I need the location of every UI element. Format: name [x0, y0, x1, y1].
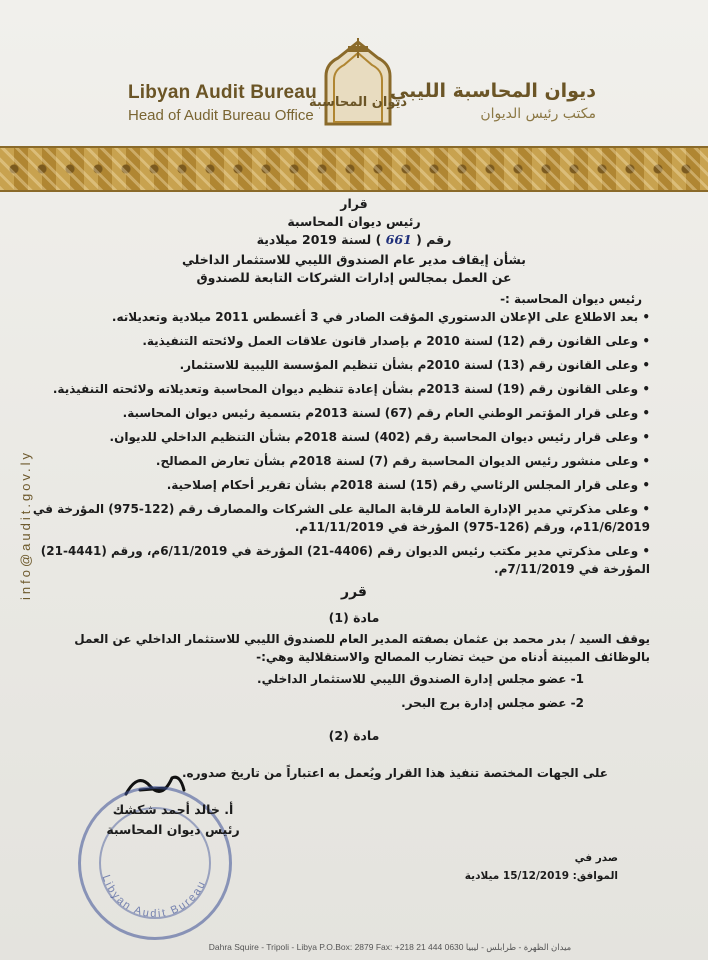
org-name-en: Libyan Audit Bureau: [128, 82, 317, 103]
stamp-text: Libyan Audit Bureau: [99, 873, 209, 921]
ornamental-band: [0, 146, 708, 192]
article-1-item-2: 2- عضو مجلس إدارة برج البحر.: [401, 696, 584, 710]
org-name-ar: ديوان المحاسبة الليبي: [389, 80, 596, 102]
recital-4: • وعلى القانون رقم (19) لسنة 2013م بشأن إعادة تنظيم ديوان المحاسبة وتعديلاته ولائحته التنفيذية.: [52, 382, 650, 396]
recital-9: • وعلى مذكرتي مدير الإدارة العامة للرقابة المالية على الشركات والمصارف رقم (122-975) المؤرخة في: [32, 502, 650, 516]
decided-heading: قرر: [341, 584, 367, 600]
logo-text: ديوان المحاسبة: [308, 95, 408, 110]
article-1-text-1: يوقف السيد / بدر محمد بن عثمان بصفته المدير العام للصندوق الليبي للاستثمار الداخلي عن العمل: [74, 632, 650, 646]
article-1-item-1: 1- عضو مجلس إدارة الصندوق الليبي للاستثمار الداخلي.: [257, 672, 584, 686]
recital-8: • وعلى قرار المجلس الرئاسي رقم (15) لسنة 2018م بشأن تقرير أحكام إصلاحية.: [166, 478, 650, 492]
article-1-heading: مادة (1): [328, 610, 380, 625]
recital-7: • وعلى منشور رئيس الديوان المحاسبة رقم (7) لسنة 2018م بشأن تعارض المصالح.: [155, 454, 650, 468]
number-prefix: رقم (: [416, 232, 452, 247]
subject-line-1: بشأن إيقاف مدير عام الصندوق الليبي للاستثمار الداخلي: [182, 252, 526, 267]
decision-title: قرار: [340, 196, 368, 211]
signer-title: رئيس ديوان المحاسبة: [106, 822, 240, 837]
audit-bureau-logo-icon: [308, 36, 408, 126]
header-english: [128, 82, 317, 124]
office-name-ar: مكتب رئيس الديوان: [480, 106, 596, 122]
recital-1: • بعد الاطلاع على الإعلان الدستوري المؤقت الصادر في 3 أغسطس 2011 ميلادية وتعديلاته.: [111, 310, 650, 324]
recital-5: • وعلى قرار المؤتمر الوطني العام رقم (67) لسنة 2013م بتسمية رئيس ديوان المحاسبة.: [122, 406, 650, 420]
number-suffix: ) لسنة 2019 ميلادية: [256, 232, 382, 247]
decision-number: 661: [385, 232, 412, 247]
footer-address: Dahra Squire - Tripoli - Libya P.O.Box: 2879 Fax: +218 21 444 0630 ميدان الظهرة - طرابلس - ليبيا: [208, 942, 572, 952]
decision-number-line: [0, 232, 708, 247]
recital-6: • وعلى قرار رئيس ديوان المحاسبة رقم (402) لسنة 2018م بشأن التنظيم الداخلي للديوان.: [109, 430, 650, 444]
recital-9-cont: 11/6/2019م، ورقم (126-975) المؤرخة في 11/11/2019م.: [294, 520, 650, 534]
recital-10-cont: المؤرخة في 7/11/2019م.: [494, 562, 650, 576]
recital-2: • وعلى القانون رقم (12) لسنة 2010 م بإصدار قانون علاقات العمل ولائحته التنفيذية.: [142, 334, 650, 348]
addressee: رئيس ديوان المحاسبة :-: [500, 292, 642, 306]
side-email: info@audit.gov.ly: [18, 450, 33, 600]
article-2-text: على الجهات المختصة تنفيذ هذا القرار ويُعمل به اعتباراً من تاريخ صدوره.: [182, 766, 608, 780]
decision-issuer: رئيس ديوان المحاسبة: [287, 214, 421, 229]
header-arabic: [390, 80, 596, 122]
subject-line-2: عن العمل بمجالس إدارات الشركات التابعة للصندوق: [196, 270, 512, 285]
recital-10: • وعلى مذكرتي مدير مكتب رئيس الديوان رقم (4406-21) المؤرخة في 6/11/2019م، ورقم (4441-21): [40, 544, 650, 558]
article-1-text-2: بالوظائف المبينة أدناه من حيث تضارب المصالح والاستقلالية وهي:-: [256, 650, 650, 664]
issued-date: الموافق: 15/12/2019 ميلادية: [464, 870, 618, 882]
recital-3: • وعلى القانون رقم (13) لسنة 2010م بشأن تنظيم المؤسسة الليبية للاستثمار.: [179, 358, 650, 372]
signer-name: أ. خالد أحمد شكشك: [112, 802, 234, 817]
office-name-en: Head of Audit Bureau Office: [128, 107, 314, 124]
article-2-heading: مادة (2): [328, 728, 380, 743]
svg-text:Libyan Audit Bureau: [100, 874, 209, 920]
issued-label: صدر في: [574, 852, 618, 864]
